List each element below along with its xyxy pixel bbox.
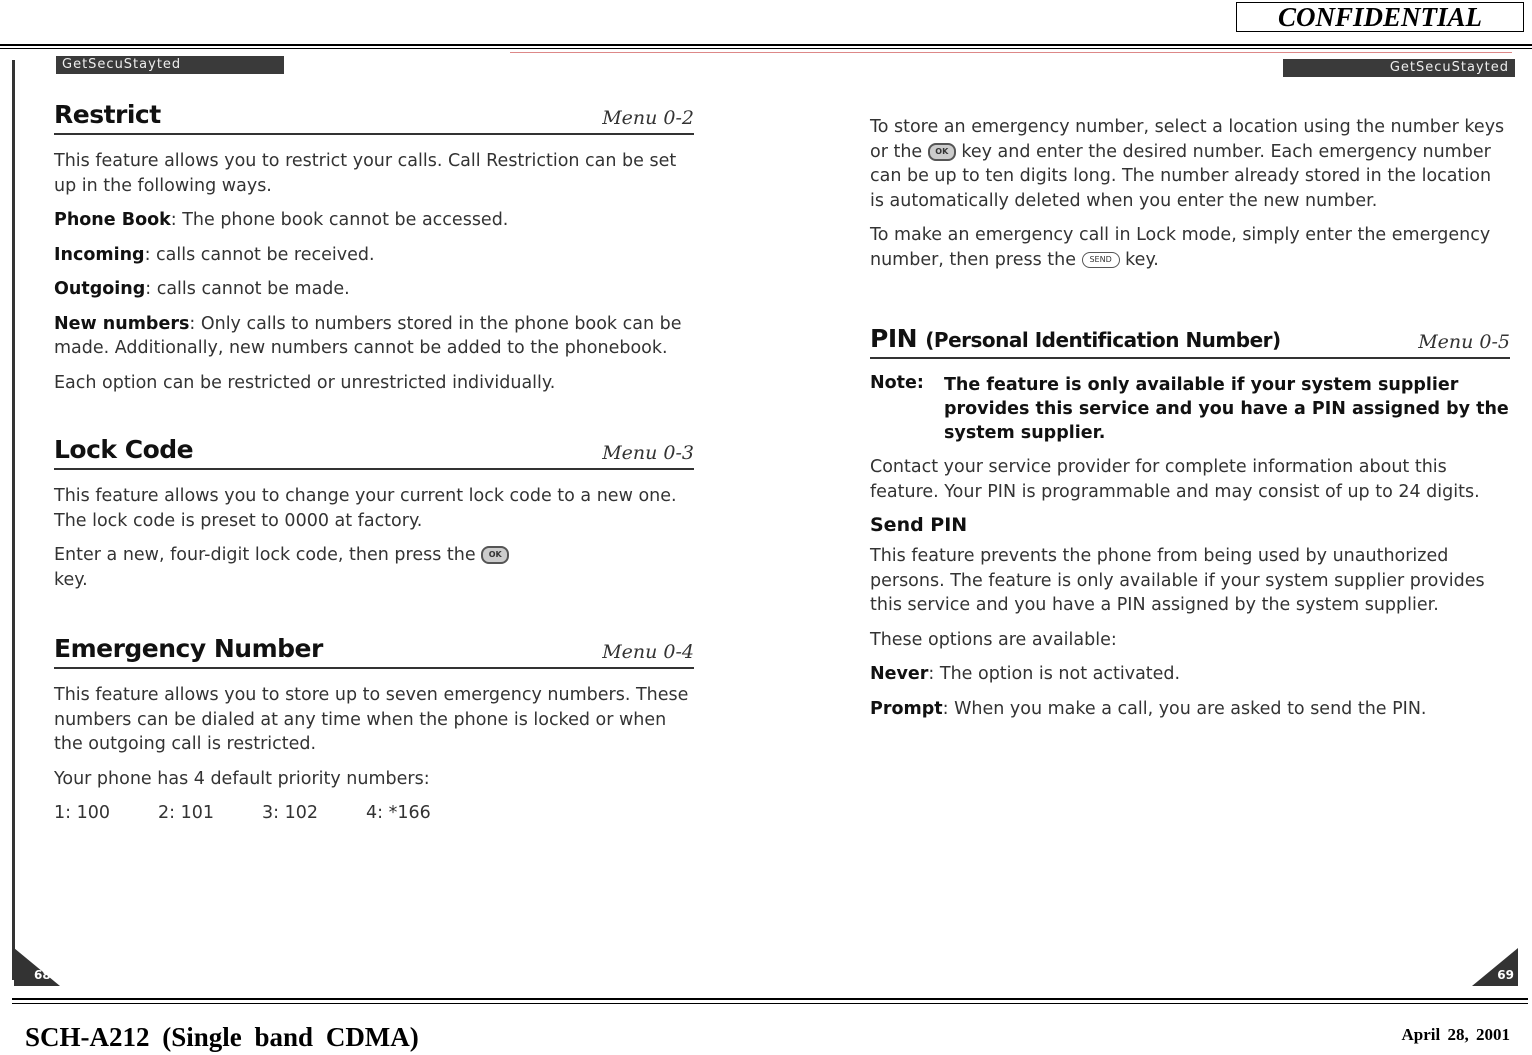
lock-menu-ref: Menu 0-3 xyxy=(602,442,694,464)
top-rule-thin xyxy=(0,48,1532,49)
page-number-right: 69 xyxy=(1497,968,1514,982)
ok-key-icon: OK xyxy=(928,143,956,161)
emergency-call-before: To make an emergency call in Lock mode, simply enter the emergency number, then press the xyxy=(870,225,1491,270)
priority-number: 2: 101 xyxy=(158,803,214,823)
section-tab-left: GetSecuStayted xyxy=(56,56,284,74)
footer-model: SCH-A212 (Single band CDMA) xyxy=(25,1022,419,1052)
restrict-item xyxy=(54,243,694,268)
lock-p1: This feature allows you to change your current lock code to a new one. The lock code is preset to 0000 at factory. xyxy=(54,486,677,531)
lock-p2-text: Enter a new, four-digit lock code, then press the xyxy=(54,545,476,565)
scan-red-line xyxy=(510,52,1512,53)
right-page xyxy=(870,115,1510,731)
top-rule xyxy=(0,44,1532,46)
page-number-left: 68 xyxy=(34,968,51,982)
send-pin-term: Never xyxy=(870,664,929,684)
confidential-stamp: CONFIDENTIAL xyxy=(1236,2,1524,32)
pin-menu-ref: Menu 0-5 xyxy=(1418,331,1510,353)
pin-title-main: PIN xyxy=(870,324,918,353)
restrict-closing: Each option can be restricted or unrestricted individually. xyxy=(54,372,556,393)
restrict-term: Phone Book xyxy=(54,210,171,230)
restrict-header xyxy=(54,100,694,135)
page-left-edge xyxy=(12,60,15,980)
priority-numbers xyxy=(54,803,694,823)
emergency-p2: Your phone has 4 default priority numbers: xyxy=(54,768,430,789)
restrict-text: : calls cannot be received. xyxy=(144,244,375,265)
emergency-store-after: key and enter the desired number. Each emergency number can be up to ten digits long. The number already stored in the location is automatically deleted when you enter the new number. xyxy=(870,141,1492,211)
send-pin-term: Prompt xyxy=(870,698,943,719)
pin-header xyxy=(870,324,1510,359)
restrict-item xyxy=(54,208,694,233)
restrict-text: : calls cannot be made. xyxy=(145,279,350,299)
left-page xyxy=(54,100,694,823)
priority-number: 3: 102 xyxy=(262,803,318,823)
restrict-item xyxy=(54,277,694,302)
note-text: The feature is only available if your system supplier provides this service and you have a PIN assigned by the system supplier. xyxy=(944,375,1509,443)
send-pin-title: Send PIN xyxy=(870,514,968,536)
send-pin-text: : When you make a call, you are asked to send the PIN. xyxy=(942,698,1427,719)
lock-p2 xyxy=(54,543,694,592)
emergency-p1: This feature allows you to store up to seven emergency numbers. These numbers can be dialed at any time when the phone is locked or when the outgoing call is restricted. xyxy=(54,685,689,754)
lock-header xyxy=(54,435,694,470)
send-pin-p2: These options are available: xyxy=(870,629,1117,650)
footer-date: April 28, 2001 xyxy=(1401,1025,1510,1044)
lock-p2-end: key. xyxy=(54,569,88,590)
lock-title: Lock Code xyxy=(54,435,194,464)
emergency-menu-ref: Menu 0-4 xyxy=(602,641,694,663)
send-pin-item xyxy=(870,697,1510,722)
send-pin-p1: This feature prevents the phone from being used by unauthorized persons. The feature is only available if your system supplier provides this service and you have a PIN assigned by the system supplier. xyxy=(870,546,1485,615)
note-label: Note: xyxy=(870,373,924,393)
bottom-rule-thin xyxy=(12,1003,1528,1004)
restrict-title: Restrict xyxy=(54,100,161,129)
restrict-text: : Only calls to numbers stored in the phone book can be made. Additionally, new numbers cannot be added to the phonebook. xyxy=(54,313,682,358)
pin-title xyxy=(870,324,1281,353)
emergency-call-after: key. xyxy=(1125,249,1159,270)
pin-p1: Contact your service provider for complete information about this feature. Your PIN is programmable and may consist of up to 24 digits. xyxy=(870,457,1480,502)
emergency-store-before: To store an emergency number, select a location using the number keys or the xyxy=(870,117,1505,162)
section-tab-right: GetSecuStayted xyxy=(1283,59,1515,77)
priority-number: 4: *166 xyxy=(366,803,431,823)
restrict-intro: This feature allows you to restrict your calls. Call Restriction can be set up in the following ways. xyxy=(54,151,677,196)
pin-title-sub: (Personal Identification Number) xyxy=(925,328,1281,352)
emergency-call-text xyxy=(870,223,1510,272)
ok-key-icon: OK xyxy=(481,546,509,564)
pin-note xyxy=(870,373,1510,445)
restrict-term: Incoming xyxy=(54,244,145,265)
emergency-title: Emergency Number xyxy=(54,634,323,663)
send-pin-text: : The option is not activated. xyxy=(928,664,1181,684)
priority-number: 1: 100 xyxy=(54,803,110,823)
restrict-item xyxy=(54,312,694,361)
emergency-header xyxy=(54,634,694,669)
send-key-icon: SEND xyxy=(1082,252,1120,268)
emergency-store-text xyxy=(870,115,1510,213)
bottom-rule xyxy=(12,998,1528,1000)
restrict-menu-ref: Menu 0-2 xyxy=(602,107,694,129)
restrict-text: : The phone book cannot be accessed. xyxy=(170,210,509,230)
restrict-term: New numbers xyxy=(54,313,190,334)
send-pin-item xyxy=(870,662,1510,687)
restrict-term: Outgoing xyxy=(54,279,146,299)
